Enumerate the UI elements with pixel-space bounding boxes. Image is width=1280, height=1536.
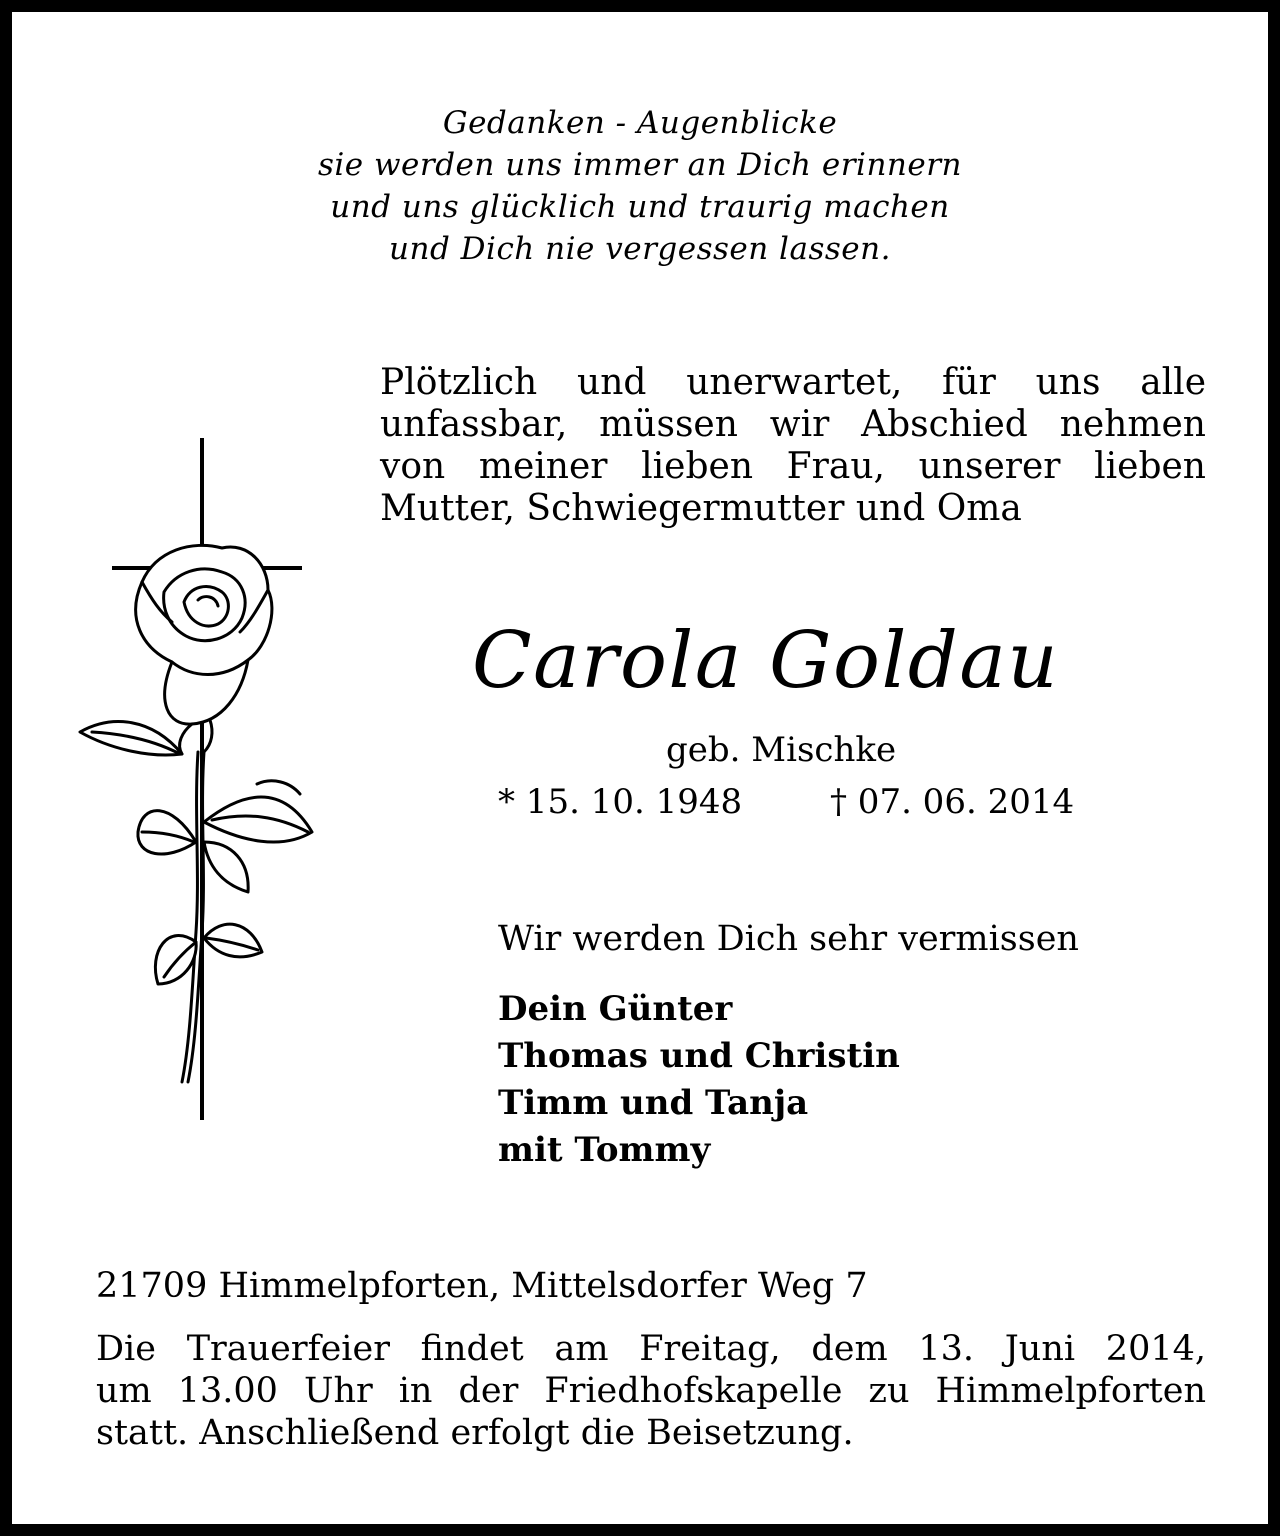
intro-text: [380, 362, 1206, 530]
family-member: Timm und Tanja: [498, 1083, 809, 1123]
service-line: Die Trauerfeier findet am Freitag, dem 13. Juni 2014,: [96, 1329, 1206, 1369]
poem-line: und uns glücklich und traurig machen: [330, 189, 950, 225]
death-date: † 07. 06. 2014: [830, 782, 1075, 822]
family-member: Thomas und Christin: [498, 1036, 900, 1076]
intro-line: Mutter, Schwiegermutter und Oma: [380, 488, 1022, 529]
intro-line: Plötzlich und unerwartet, für uns alle: [380, 362, 1206, 403]
cross-rose-illustration: [72, 432, 332, 1132]
family-member: Dein Günter: [498, 989, 733, 1029]
deceased-name: Carola Goldau: [472, 616, 1060, 706]
born-name: geb. Mischke: [666, 730, 897, 770]
intro-line: unfassbar, müssen wir Abschied nehmen: [380, 404, 1206, 445]
poem: [12, 102, 1268, 270]
poem-line: sie werden uns immer an Dich erinnern: [317, 147, 963, 183]
poem-line: Gedanken - Augenblicke: [442, 105, 838, 141]
closing-line: Wir werden Dich sehr vermissen: [498, 919, 1079, 959]
rose-icon: [80, 545, 312, 1082]
poem-line: und Dich nie vergessen lassen.: [389, 231, 891, 267]
intro-line: von meiner lieben Frau, unserer lieben: [380, 446, 1206, 487]
family-member: mit Tommy: [498, 1130, 711, 1170]
family-signatures: [498, 986, 900, 1174]
address: 21709 Himmelpforten, Mittelsdorfer Weg 7: [96, 1266, 868, 1306]
birth-date: * 15. 10. 1948: [498, 782, 743, 822]
service-line: um 13.00 Uhr in der Friedhofskapelle zu Himmelpforten: [96, 1371, 1206, 1411]
service-line: statt. Anschließend erfolgt die Beisetzung.: [96, 1413, 854, 1453]
cross-icon: [112, 438, 302, 1120]
service-info: [96, 1328, 1206, 1454]
